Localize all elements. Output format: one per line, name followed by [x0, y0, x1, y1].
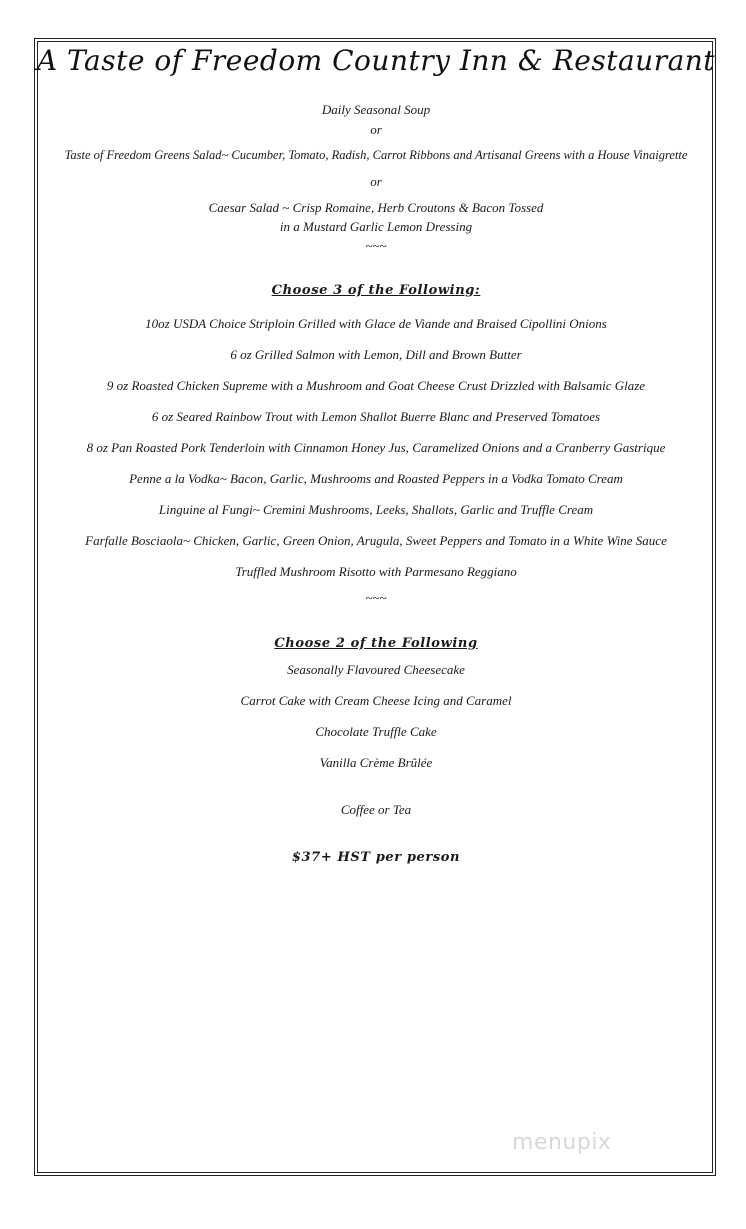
- watermark: menupix: [512, 1130, 612, 1155]
- starter-soup: Daily Seasonal Soup: [321, 102, 431, 117]
- main-item: 6 oz Grilled Salmon with Lemon, Dill and Brown Butter: [230, 347, 522, 362]
- mains-heading: Choose 3 of the Following:: [271, 283, 481, 298]
- dessert-item: Seasonally Flavoured Cheesecake: [287, 662, 465, 677]
- main-item: 9 oz Roasted Chicken Supreme with a Mushroom and Goat Cheese Crust Drizzled with Balsamic Glaze: [106, 378, 646, 393]
- dessert-item: Chocolate Truffle Cake: [315, 724, 437, 739]
- main-item: Truffled Mushroom Risotto with Parmesano Reggiano: [235, 564, 517, 579]
- starter-greens-salad: Taste of Freedom Greens Salad~ Cucumber, Tomato, Radish, Carrot Ribbons and Artisanal Greens with a House Vinaigrette: [64, 148, 688, 162]
- main-item: Farfalle Bosciaola~ Chicken, Garlic, Green Onion, Arugula, Sweet Peppers and Tomato in a White Wine Sauce: [85, 533, 667, 548]
- main-item: Penne a la Vodka~ Bacon, Garlic, Mushrooms and Roasted Peppers in a Vodka Tomato Cream: [129, 471, 623, 486]
- restaurant-title: A Taste of Freedom Country Inn & Restaurant: [36, 44, 716, 77]
- section-divider: ~~~: [365, 590, 387, 605]
- main-item: 10oz USDA Choice Striploin Grilled with Glace de Viande and Braised Cipollini Onions: [145, 316, 607, 331]
- beverage: Coffee or Tea: [340, 802, 412, 817]
- main-item: 6 oz Seared Rainbow Trout with Lemon Shallot Buerre Blanc and Preserved Tomatoes: [151, 409, 601, 424]
- starter-caesar-salad: Caesar Salad ~ Crisp Romaine, Herb Croutons & Bacon Tossed: [208, 200, 544, 215]
- price: $37+ HST per person: [291, 850, 461, 865]
- main-item: Linguine al Fungi~ Cremini Mushrooms, Leeks, Shallots, Garlic and Truffle Cream: [158, 502, 594, 517]
- section-divider: ~~~: [365, 238, 387, 253]
- dessert-item: Vanilla Crème Brûlée: [319, 755, 433, 770]
- dessert-item: Carrot Cake with Cream Cheese Icing and Caramel: [240, 693, 512, 708]
- starter-or: or: [370, 174, 382, 189]
- main-item: 8 oz Pan Roasted Pork Tenderloin with Cinnamon Honey Jus, Caramelized Onions and a Cranberry Gastrique: [86, 440, 666, 455]
- starter-caesar-dressing: in a Mustard Garlic Lemon Dressing: [279, 219, 473, 234]
- desserts-heading: Choose 2 of the Following: [274, 636, 478, 651]
- starter-or: or: [370, 122, 382, 137]
